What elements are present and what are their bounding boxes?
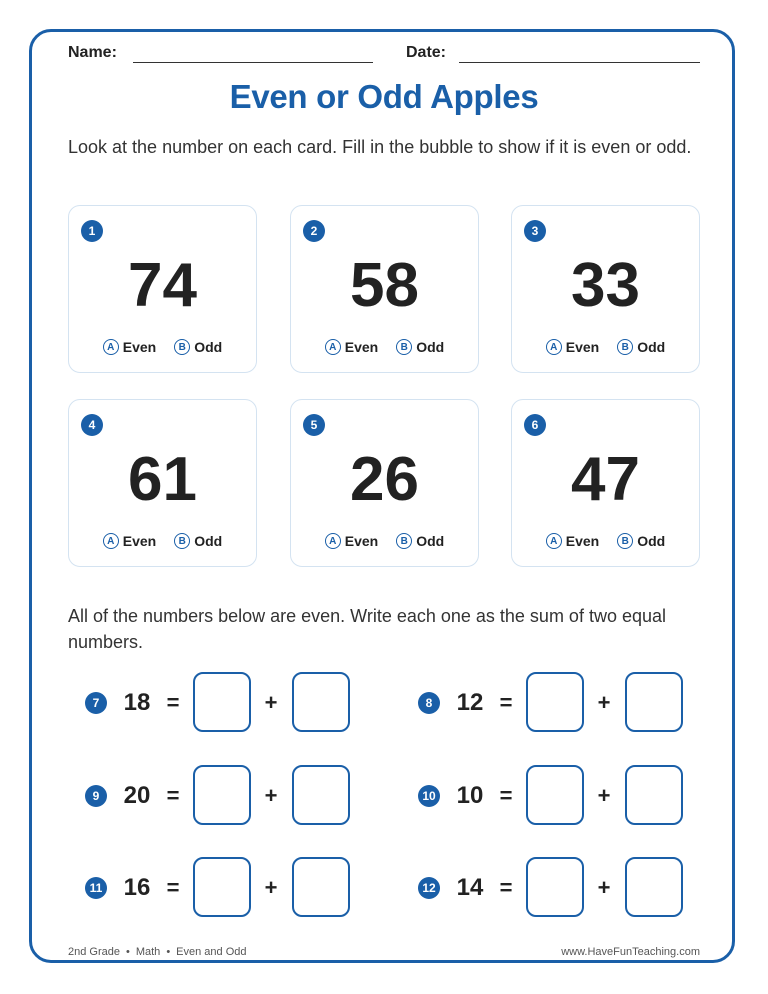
name-label: Name:: [68, 44, 117, 61]
odd-label: Odd: [194, 533, 223, 549]
card-number: 61: [128, 445, 197, 514]
card-number: 26: [350, 445, 419, 514]
odd-option[interactable]: [174, 533, 222, 549]
bubble-b[interactable]: B: [617, 533, 633, 549]
equals-sign: =: [166, 875, 180, 900]
question-badge: 9: [85, 785, 107, 807]
question-badge: 1: [81, 220, 103, 242]
odd-label: Odd: [416, 339, 445, 355]
odd-label: Odd: [637, 339, 666, 355]
instructions-part2: All of the numbers below are even. Write each one as the sum of two equal numbers.: [68, 606, 666, 652]
footer-topic: Even and Odd: [176, 946, 247, 958]
question-badge: 6: [524, 414, 546, 436]
equation-10: [418, 765, 688, 827]
answer-box[interactable]: [193, 672, 251, 732]
even-label: Even: [344, 533, 379, 549]
answer-box[interactable]: [625, 672, 683, 732]
odd-option[interactable]: [617, 339, 665, 355]
card-number: 74: [128, 251, 197, 320]
even-label: Even: [344, 339, 379, 355]
date-line[interactable]: [459, 62, 700, 63]
bubble-a[interactable]: A: [103, 533, 119, 549]
footer-separator: •: [166, 946, 171, 958]
plus-sign: +: [264, 783, 278, 808]
question-badge: 7: [85, 692, 107, 714]
card-2: [290, 205, 479, 373]
equation-7: [85, 672, 355, 734]
even-label: Even: [122, 533, 157, 549]
instructions-part1: Look at the number on each card. Fill in the bubble to show if it is even or odd.: [68, 137, 692, 157]
question-badge: 10: [418, 785, 440, 807]
bubble-b[interactable]: B: [396, 533, 412, 549]
odd-label: Odd: [637, 533, 666, 549]
equation-number: 18: [123, 689, 151, 716]
equation-11: [85, 857, 355, 919]
card-number: 58: [350, 251, 419, 320]
question-badge: 4: [81, 414, 103, 436]
card-6: [511, 399, 700, 567]
even-label: Even: [565, 339, 600, 355]
question-badge: 2: [303, 220, 325, 242]
date-label: Date:: [406, 44, 447, 61]
bubble-b[interactable]: B: [174, 339, 190, 355]
question-badge: 11: [85, 877, 107, 899]
answer-box[interactable]: [292, 765, 350, 825]
question-badge: 3: [524, 220, 546, 242]
card-1: [68, 205, 257, 373]
card-number: 47: [571, 445, 640, 514]
odd-option[interactable]: [396, 533, 444, 549]
equation-number: 10: [456, 782, 484, 809]
bubble-a[interactable]: A: [325, 533, 341, 549]
equation-9: [85, 765, 355, 827]
odd-label: Odd: [194, 339, 223, 355]
plus-sign: +: [597, 875, 611, 900]
footer-website: www.HaveFunTeaching.com: [561, 946, 700, 958]
even-option[interactable]: [325, 533, 378, 549]
even-option[interactable]: [103, 533, 156, 549]
equation-8: [418, 672, 688, 734]
bubble-a[interactable]: A: [325, 339, 341, 355]
card-5: [290, 399, 479, 567]
equals-sign: =: [499, 690, 513, 715]
odd-option[interactable]: [396, 339, 444, 355]
even-option[interactable]: [325, 339, 378, 355]
even-option[interactable]: [546, 339, 599, 355]
card-3: [511, 205, 700, 373]
equation-number: 12: [456, 689, 484, 716]
footer-breadcrumb: [68, 946, 247, 958]
plus-sign: +: [597, 783, 611, 808]
equation-12: [418, 857, 688, 919]
equals-sign: =: [499, 783, 513, 808]
answer-box[interactable]: [193, 765, 251, 825]
even-option[interactable]: [546, 533, 599, 549]
plus-sign: +: [264, 875, 278, 900]
even-option[interactable]: [103, 339, 156, 355]
page-title: Even or Odd Apples: [229, 78, 539, 115]
bubble-a[interactable]: A: [103, 339, 119, 355]
plus-sign: +: [597, 690, 611, 715]
equation-number: 14: [456, 874, 484, 901]
card-4: [68, 399, 257, 567]
plus-sign: +: [264, 690, 278, 715]
odd-option[interactable]: [174, 339, 222, 355]
equation-number: 16: [123, 874, 151, 901]
bubble-b[interactable]: B: [617, 339, 633, 355]
odd-label: Odd: [416, 533, 445, 549]
answer-box[interactable]: [292, 857, 350, 917]
bubble-b[interactable]: B: [174, 533, 190, 549]
footer-grade: 2nd Grade: [68, 946, 120, 958]
equals-sign: =: [166, 783, 180, 808]
bubble-b[interactable]: B: [396, 339, 412, 355]
answer-box[interactable]: [526, 765, 584, 825]
equals-sign: =: [499, 875, 513, 900]
bubble-a[interactable]: A: [546, 533, 562, 549]
footer-subject: Math: [135, 946, 161, 958]
answer-box[interactable]: [625, 857, 683, 917]
answer-box[interactable]: [625, 765, 683, 825]
even-label: Even: [122, 339, 157, 355]
question-badge: 8: [418, 692, 440, 714]
answer-box[interactable]: [526, 857, 584, 917]
equation-number: 20: [123, 782, 151, 809]
question-badge: 5: [303, 414, 325, 436]
equals-sign: =: [166, 690, 180, 715]
card-number: 33: [571, 251, 640, 320]
footer-separator: •: [125, 946, 130, 958]
bubble-a[interactable]: A: [546, 339, 562, 355]
answer-box[interactable]: [292, 672, 350, 732]
name-line[interactable]: [133, 62, 373, 63]
question-badge: 12: [418, 877, 440, 899]
odd-option[interactable]: [617, 533, 665, 549]
even-label: Even: [565, 533, 600, 549]
answer-box[interactable]: [193, 857, 251, 917]
answer-box[interactable]: [526, 672, 584, 732]
